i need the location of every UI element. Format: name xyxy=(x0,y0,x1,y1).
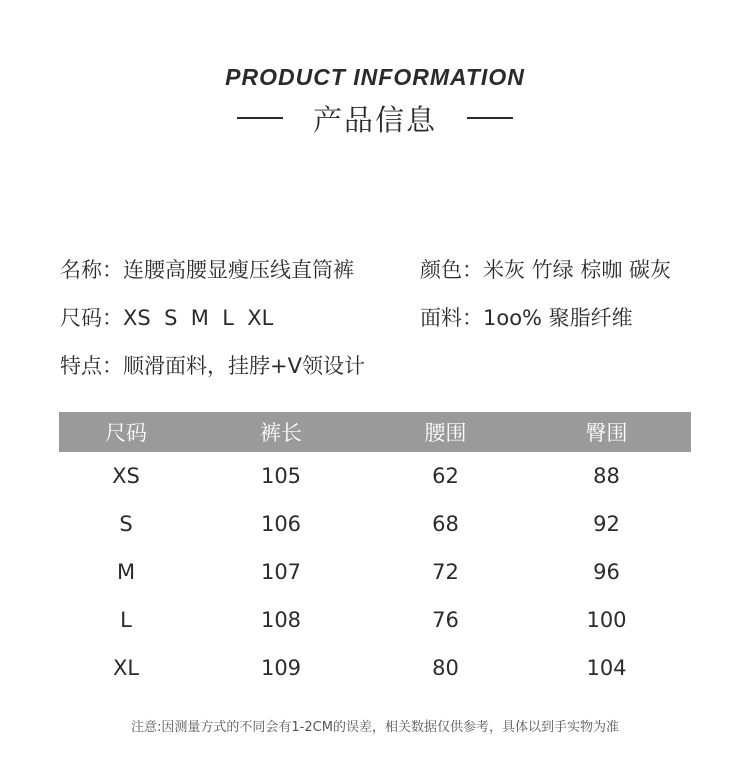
cell-waist: 72 xyxy=(432,560,459,584)
table-row xyxy=(59,644,691,692)
left-divider-line xyxy=(237,117,283,119)
header-title-cn: 产品信息 xyxy=(312,102,437,137)
table-row xyxy=(59,548,691,596)
header-length: 裤长 xyxy=(193,412,369,452)
info-name: 名称：连腰高腰显瘦压线直筒裤 xyxy=(60,258,354,282)
cell-size: M xyxy=(116,560,136,584)
header-size: 尺码 xyxy=(59,412,193,452)
table-header-row xyxy=(59,412,691,452)
cell-hip: 92 xyxy=(593,512,620,536)
cell-hip: 104 xyxy=(586,656,627,680)
info-size: 尺码：XS S M L XL xyxy=(60,306,274,330)
cell-length: 109 xyxy=(260,656,302,680)
cell-waist: 62 xyxy=(432,464,459,488)
measurement-note: 注意:因测量方式的不同会有1-2CM的误差，相关数据仅供参考，具体以到手实物为准 xyxy=(131,720,619,735)
cell-size: S xyxy=(119,512,133,536)
info-fabric: 面料：1oo% 聚脂纤维 xyxy=(420,306,633,330)
table-row xyxy=(59,452,691,500)
cell-hip: 88 xyxy=(593,464,620,488)
size-table xyxy=(59,412,691,692)
table-row xyxy=(59,500,691,548)
cell-size: XS xyxy=(112,464,140,488)
header-title-cn-row xyxy=(0,100,750,136)
cell-size: XL xyxy=(112,656,140,680)
info-color: 颜色：米灰 竹绿 棕咖 碳灰 xyxy=(420,258,672,282)
header-hip: 臀围 xyxy=(522,412,691,452)
cell-waist: 80 xyxy=(432,656,459,680)
cell-waist: 68 xyxy=(432,512,459,536)
table-row xyxy=(59,596,691,644)
cell-hip: 100 xyxy=(586,608,627,632)
cell-hip: 96 xyxy=(593,560,620,584)
right-divider-line xyxy=(467,117,513,119)
cell-length: 108 xyxy=(260,608,302,632)
cell-length: 105 xyxy=(260,464,302,488)
header-waist: 腰围 xyxy=(369,412,522,452)
cell-waist: 76 xyxy=(432,608,459,632)
cell-length: 106 xyxy=(260,512,302,536)
info-feature: 特点：顺滑面料，挂脖+V领设计 xyxy=(60,354,365,378)
cell-size: L xyxy=(120,608,132,632)
header-title-en: PRODUCT INFORMATION xyxy=(225,64,525,90)
cell-length: 107 xyxy=(260,560,302,584)
